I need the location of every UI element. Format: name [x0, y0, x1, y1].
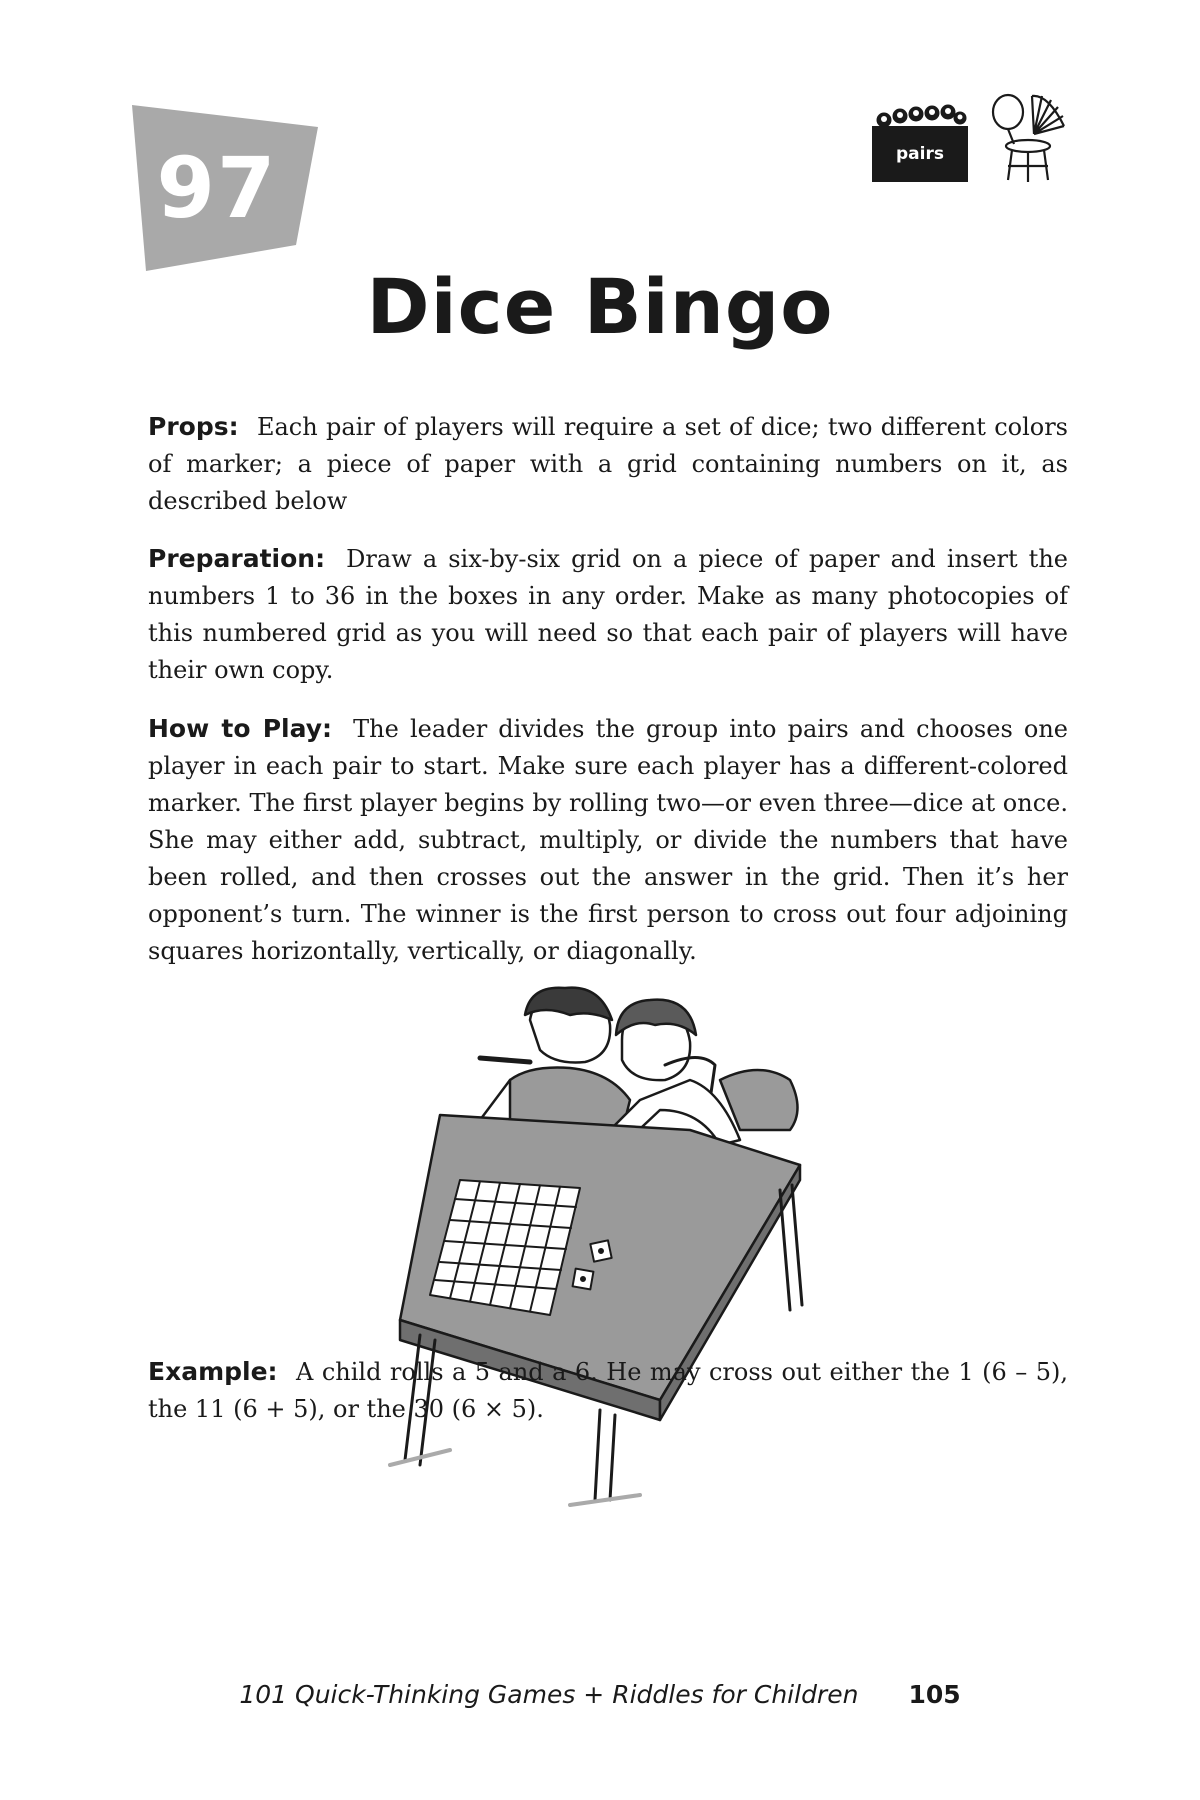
game-number: 97 — [156, 139, 278, 237]
props-text: Each pair of players will require a set of dice; two different colors of marker; a piece of paper with a grid containing numbers on it, as described below — [148, 413, 1069, 515]
page-title: Dice Bingo — [366, 262, 834, 351]
group-people-icon — [872, 100, 968, 182]
example-section — [148, 1353, 1068, 1428]
how-to-play-text: The leader divides the group into pairs and chooses one player in each pair to start. Make sure each player has a different-colored marker. The first player begins by rolling two—or even three—dice at once. She may either add, subtract, multiply, or divide the numbers that have been rolled, and then crosses out the answer in the grid. Then it’s her opponent’s turn. The winner is the first person to cross out four adjoining squares horizontally, vertically, or diagonally. — [148, 715, 1068, 965]
balloon-fan-stool-icon — [990, 92, 1070, 184]
example-heading: Example: — [148, 1357, 278, 1386]
table-shape — [390, 1115, 802, 1505]
child-left-figure — [480, 988, 630, 1140]
preparation-heading: Preparation: — [148, 544, 326, 573]
game-number-tag — [132, 105, 320, 273]
book-title: 101 Quick-Thinking Games + Riddles for Children — [239, 1680, 859, 1709]
preparation-text: Draw a six-by-six grid on a piece of paper and insert the numbers 1 to 36 in the boxes in any order. Make as many photocopies of this numbered grid as you will need so that each pair of players will have their own copy. — [148, 545, 1068, 684]
page-number: 105 — [908, 1680, 961, 1709]
children-playing-illustration — [360, 980, 860, 1520]
example-text: A child rolls a 5 and a 6. He may cross out either the 1 (6 – 5), the 11 (6 + 5), or the 30 (6 × 5). — [148, 1358, 1068, 1423]
pairs-badge — [872, 100, 968, 182]
how-to-play-heading: How to Play: — [148, 714, 333, 743]
pairs-label: pairs — [896, 144, 944, 164]
how-to-play-section — [148, 710, 1068, 970]
props-section — [148, 408, 1068, 520]
preparation-section — [148, 540, 1068, 689]
page-footer — [0, 1680, 1200, 1709]
props-heading: Props: — [148, 412, 239, 441]
